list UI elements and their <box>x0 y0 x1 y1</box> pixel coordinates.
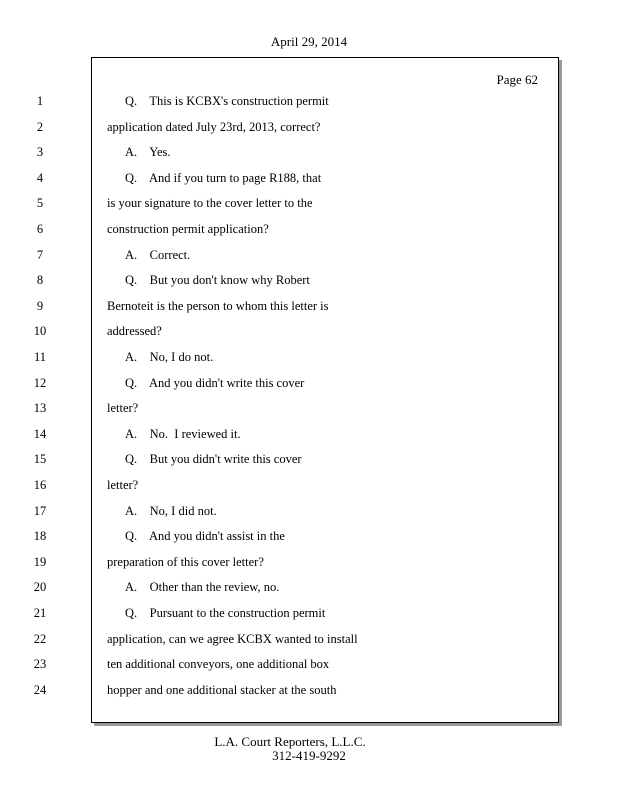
transcript-line: preparation of this cover letter? <box>107 555 264 569</box>
transcript-line: hopper and one additional stacker at the south <box>107 683 337 697</box>
transcript-line: Q. This is KCBX's construction permit <box>125 94 329 108</box>
transcript-line: A. Correct. <box>125 248 191 262</box>
transcript-line: Q. And if you turn to page R188, that <box>125 171 322 185</box>
transcript-line: application, can we agree KCBX wanted to install <box>107 632 358 646</box>
line-number: 19 <box>33 555 47 569</box>
transcript-line: addressed? <box>107 324 162 338</box>
footer-phone: 312-419-9292 <box>272 748 346 763</box>
line-number: 24 <box>33 683 47 697</box>
line-number: 14 <box>33 427 47 441</box>
line-number: 22 <box>33 632 47 646</box>
transcript-line: is your signature to the cover letter to the <box>107 196 313 210</box>
line-number: 16 <box>33 478 47 492</box>
line-number: 2 <box>36 120 44 134</box>
line-number: 4 <box>36 171 44 185</box>
line-number: 1 <box>36 94 44 108</box>
transcript-line: Q. Pursuant to the construction permit <box>125 606 326 620</box>
transcript-line: Q. And you didn't assist in the <box>125 529 285 543</box>
footer-company: L.A. Court Reporters, L.L.C. <box>214 734 366 749</box>
transcript-line: Q. And you didn't write this cover <box>125 376 305 390</box>
line-number: 9 <box>36 299 44 313</box>
transcript-line: A. No, I did not. <box>125 504 217 518</box>
line-number: 18 <box>33 529 47 543</box>
transcript-line: Q. But you don't know why Robert <box>125 273 310 287</box>
line-number: 6 <box>36 222 44 236</box>
transcript-line: Q. But you didn't write this cover <box>125 452 302 466</box>
transcript-line: Bernoteit is the person to whom this letter is <box>107 299 329 313</box>
line-number: 20 <box>33 580 47 594</box>
line-number: 11 <box>33 350 47 364</box>
page-number: Page 62 <box>496 72 538 87</box>
line-number: 8 <box>36 273 44 287</box>
transcript-line: construction permit application? <box>107 222 269 236</box>
line-number: 12 <box>33 376 47 390</box>
transcript-line: A. No. I reviewed it. <box>125 427 241 441</box>
header-date: April 29, 2014 <box>270 34 348 49</box>
line-number: 13 <box>33 401 47 415</box>
line-number: 7 <box>36 248 44 262</box>
transcript-line: A. Other than the review, no. <box>125 580 280 594</box>
line-number: 3 <box>36 145 44 159</box>
transcript-line: A. No, I do not. <box>125 350 214 364</box>
line-number: 23 <box>33 657 47 671</box>
line-number: 10 <box>33 324 47 338</box>
line-number: 15 <box>33 452 47 466</box>
line-number: 17 <box>33 504 47 518</box>
transcript-line: letter? <box>107 478 139 492</box>
line-number: 5 <box>36 196 44 210</box>
transcript-line: application dated July 23rd, 2013, correct? <box>107 120 321 134</box>
transcript-line: ten additional conveyors, one additional box <box>107 657 330 671</box>
transcript-line: A. Yes. <box>125 145 171 159</box>
line-number: 21 <box>33 606 47 620</box>
transcript-line: letter? <box>107 401 139 415</box>
